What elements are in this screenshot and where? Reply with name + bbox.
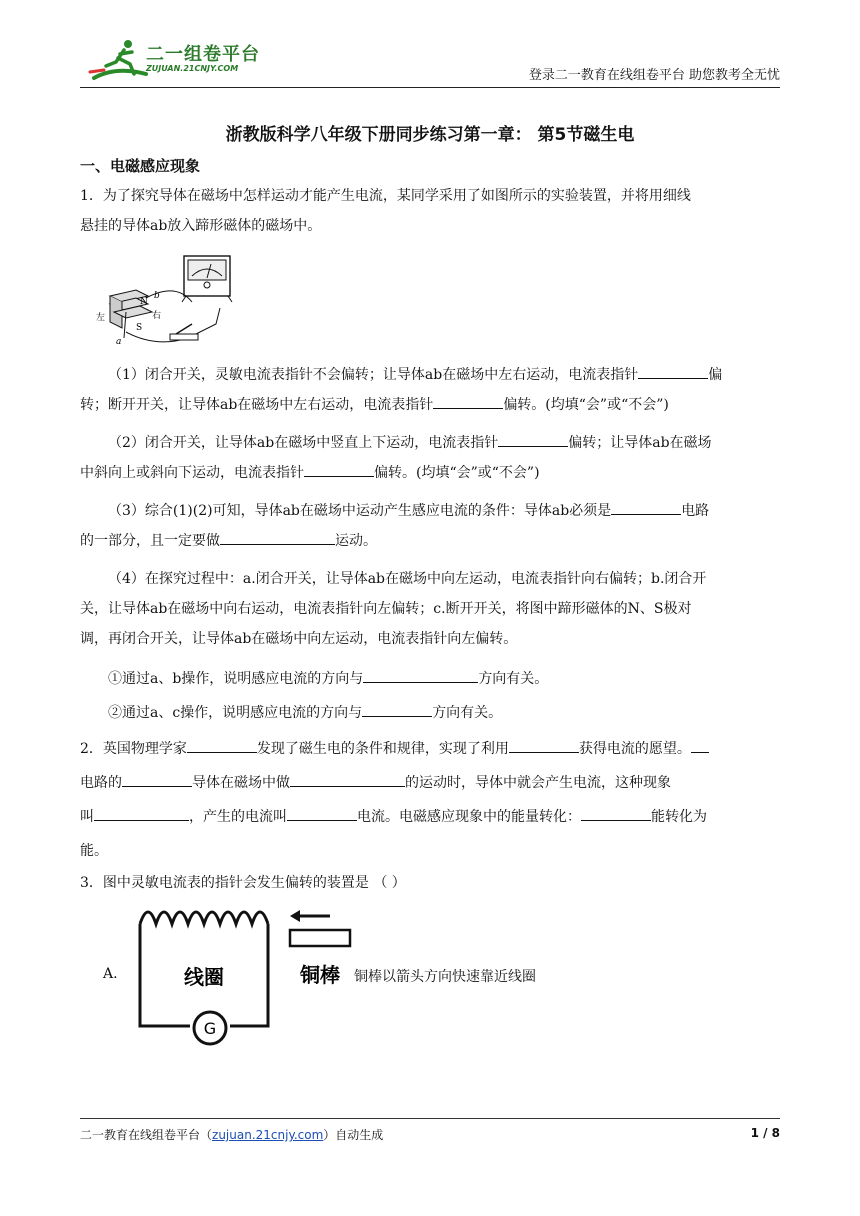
rod-label: 铜棒 <box>300 963 340 987</box>
question-1-stem: 1．为了探究导体在磁场中怎样运动才能产生电流，某同学采用了如图所示的实验装置，并将用细线 悬挂的导体ab放入蹄形磁体的磁场中。 <box>80 188 691 234</box>
label-a: a <box>116 337 122 347</box>
page-title: 浙教版科学八年级下册同步练习第一章： 第5节磁生电 <box>225 125 635 145</box>
blank[interactable] <box>498 432 568 447</box>
blank[interactable] <box>220 530 335 545</box>
option-a-label[interactable]: A. <box>103 966 118 982</box>
blank[interactable] <box>509 738 579 753</box>
blank[interactable] <box>691 738 709 753</box>
blank[interactable] <box>638 364 708 379</box>
label-right: 右 <box>152 311 162 321</box>
question-1-part-3: （3）综合(1)(2)可知，导体ab在磁场中运动产生感应电流的条件：导体ab必须是 电路 的一部分，且一定要做 运动。 <box>80 496 780 556</box>
logo-text: 二一组卷平台 <box>146 44 260 65</box>
experiment-apparatus-figure <box>96 252 246 352</box>
footer-source: 二一教育在线组卷平台（zujuan.21cnjy.com）自动生成 <box>80 1128 384 1142</box>
blank[interactable] <box>94 806 189 821</box>
blank[interactable] <box>581 806 651 821</box>
blank[interactable] <box>433 394 503 409</box>
section-heading: 一、电磁感应现象 <box>80 157 201 175</box>
header-divider <box>80 87 780 88</box>
page-number: 1 / 8 <box>750 1126 780 1140</box>
question-2: 2．英国物理学家 发现了磁生电的条件和规律，实现了利用 获得电流的愿望。 电路的 导体在磁场中做 的运动时，导体中就会产生电流，这种现象 叫 ，产生的电流叫 电流。电磁感应现象中的能量转化： 能转化为 能。 <box>80 732 780 868</box>
option-a-text: 铜棒以箭头方向快速靠近线圈 <box>354 969 536 985</box>
label-s: S <box>136 323 143 333</box>
label-b: b <box>154 291 160 301</box>
footer-divider <box>80 1118 780 1119</box>
question-3-stem: 3．图中灵敏电流表的指针会发生偏转的装置是 （ ） <box>80 875 406 891</box>
coil-label: 线圈 <box>184 965 224 989</box>
blank[interactable] <box>362 702 432 717</box>
question-1-part-2: （2）闭合开关，让导体ab在磁场中竖直上下运动，电流表指针 偏转；让导体ab在磁场 中斜向上或斜向下运动，电流表指针 偏转。(均填“会”或“不会”) <box>80 428 780 488</box>
blank[interactable] <box>611 500 681 515</box>
question-1-sub-2: ②通过a、c操作，说明感应电流的方向与 方向有关。 <box>80 698 780 728</box>
footer-link[interactable]: zujuan.21cnjy.com <box>212 1128 324 1142</box>
logo-subtext: ZUJUAN.21CNJY.COM <box>146 64 239 73</box>
copper-rod <box>290 930 350 946</box>
header-tagline[interactable]: 登录二一教育在线组卷平台 助您教考全无忧 <box>528 68 780 83</box>
blank[interactable] <box>290 772 405 787</box>
question-1-sub-1: ①通过a、b操作，说明感应电流的方向与 方向有关。 <box>80 664 780 694</box>
label-left: 左 <box>96 313 106 323</box>
blank[interactable] <box>287 806 357 821</box>
option-a-figure <box>130 904 354 1056</box>
question-1-part-1: （1）闭合开关，灵敏电流表指针不会偏转；让导体ab在磁场中左右运动，电流表指针 偏 转；断开开关，让导体ab在磁场中左右运动，电流表指针 偏转。(均填“会”或“不会”) <box>80 360 780 420</box>
blank[interactable] <box>363 668 478 683</box>
question-1-part-4: （4）在探究过程中：a.闭合开关，让导体ab在磁场中向左运动，电流表指针向右偏转；b.闭合开 关，让导体ab在磁场中向右运动，电流表指针向左偏转；c.断开开关，将图中蹄形磁体的N、S极对 调，再闭合开关，让导体ab在磁场中向左运动，电流表指针向左偏转。 <box>80 571 707 647</box>
blank[interactable] <box>304 462 374 477</box>
galvanometer-label: G <box>203 1019 217 1038</box>
blank[interactable] <box>187 738 257 753</box>
blank[interactable] <box>122 772 192 787</box>
label-n: N <box>140 297 148 307</box>
